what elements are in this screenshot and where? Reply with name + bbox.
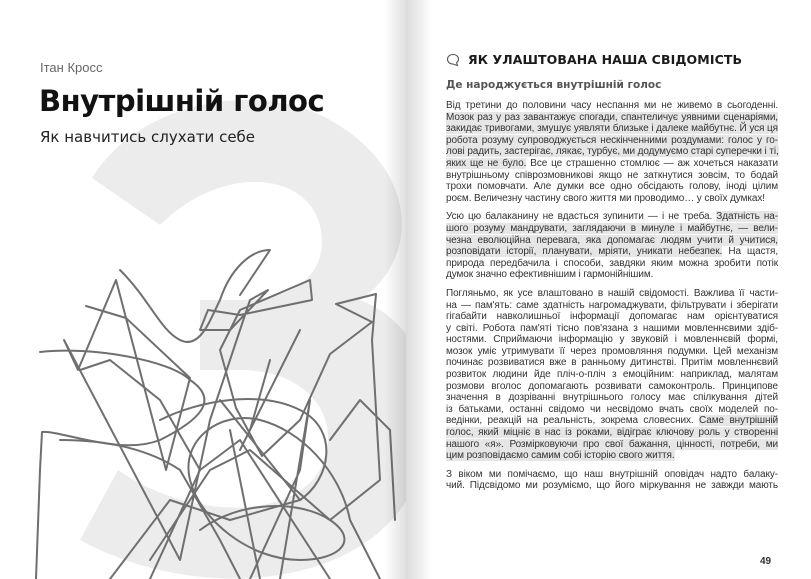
text-line xyxy=(446,123,778,135)
gutter-shadow xyxy=(406,0,432,579)
text-segment: мозок уміє утримувати її через промовляння подумки. Цей механізм xyxy=(446,345,778,357)
text-segment: внутрішньому співрозмовникові якщо не заткнутися зовсім, то бодай xyxy=(446,169,778,181)
text-segment: починає розвиватися вже в ранньому дитинстві. Притім мовленнєвий xyxy=(446,357,778,369)
text-line xyxy=(446,235,778,247)
text-line xyxy=(446,300,778,312)
text-segment: Від третини до половини часу неспання ми не живемо в сьогоденні. xyxy=(446,100,778,111)
text-line xyxy=(446,100,778,112)
text-line xyxy=(446,246,778,258)
highlighted-text: Здатність на- xyxy=(716,211,778,223)
text-line xyxy=(446,480,778,492)
text-line xyxy=(446,450,778,462)
text-line xyxy=(446,211,778,223)
highlighted-text: закидає тривогами, змушує уявляти близьке і далеке майбутнє. Й уся ця xyxy=(446,123,778,135)
highlighted-text: цим розповідаємо самим собі історію свого життя. xyxy=(446,450,675,462)
book-subtitle: Як навчитись слухати себе xyxy=(40,128,256,146)
text-line xyxy=(446,269,778,281)
text-segment: З віком ми помічаємо, що наш внутрішній оповідач надто балаку- xyxy=(446,468,778,480)
text-line xyxy=(446,469,778,481)
section-header xyxy=(446,52,742,67)
text-line xyxy=(446,158,778,170)
paragraph xyxy=(446,100,778,204)
text-segment: Все це страшенно стомлює — аж хочеться наказати xyxy=(526,157,779,169)
speech-bubble-icon xyxy=(446,53,460,67)
scribble-stroke xyxy=(36,351,204,579)
paragraph xyxy=(446,211,778,281)
text-segment: ностями. Сприймаючи інформацію у звуковій і мовленнєвій формі, xyxy=(446,334,778,346)
highlighted-text: нашого «я». Розмірковуючи про свої бажання, цінності, потреби, ми xyxy=(446,438,778,450)
text-segment: розмови вголос допомагають розвивати самоконтроль. Принципове xyxy=(446,380,778,392)
text-segment: На щастя, xyxy=(722,246,778,258)
text-segment: значення в дозріванні внутрішнього голосу має спілкування дітей xyxy=(446,392,778,404)
page-number: 49 xyxy=(760,556,772,567)
text-segment: із батьками, останні свідомо чи несвідомо вчать своїх моделей по- xyxy=(446,403,778,415)
text-line xyxy=(446,404,778,416)
text-line xyxy=(446,258,778,270)
highlighted-text: шого розуму мандрувати, заглядаючи в минуле і майбутнє, — вели- xyxy=(446,222,778,234)
text-segment: ведінки, реакцій на реальність, зокрема словесних. xyxy=(446,415,700,427)
text-line xyxy=(446,427,778,439)
highlighted-text: розповідати історії, планувати, мріяти, уникати небезпек. xyxy=(446,246,723,258)
text-segment: Погляньмо, як усе влаштовано в нашій свідомості. Важлива її части- xyxy=(446,287,778,299)
text-segment: гігабайти навколишньої інформації допомагає нам орієнтуватися xyxy=(446,311,778,323)
highlighted-text: чезна еволюційна перевага, яка допомагає людям учити й учитися, xyxy=(446,234,778,246)
text-line xyxy=(446,170,778,182)
text-segment: трохи помовчати. Але думки все одно обсідають голову, іноді цілим xyxy=(446,181,778,193)
book-title: Внутрішній голос xyxy=(39,84,325,118)
highlighted-text: голос, який міцніє в нас із роками, відіграє ключову роль у створенні xyxy=(446,427,778,439)
paragraph xyxy=(446,288,778,462)
text-line xyxy=(446,146,778,158)
text-segment: роєм. Величезну частину свого життя ми проводимо… у своїх думках! xyxy=(446,192,765,204)
text-segment: на — пам'ять: саме здатність нагромаджувати, фільтрувати і зберігати xyxy=(446,299,778,311)
text-line xyxy=(446,381,778,393)
scribble-stroke xyxy=(120,250,270,342)
text-line xyxy=(446,346,778,358)
text-line xyxy=(446,311,778,323)
section-title: ЯК УЛАШТОВАНА НАША СВІДОМІСТЬ xyxy=(468,52,743,67)
text-line xyxy=(446,193,778,205)
scribble-stroke xyxy=(80,330,300,500)
text-line xyxy=(446,181,778,193)
text-segment: думок значно ефективнішим і гармонійнішим. xyxy=(446,269,654,281)
text-line xyxy=(446,288,778,300)
text-segment: у світі. Робота пам'яті тісно пов'язана з нашими мовленнєвими здіб- xyxy=(446,322,778,334)
text-line xyxy=(446,223,778,235)
subheading: Де народжується внутрішній голос xyxy=(446,79,662,91)
highlighted-text: яких ще не було. xyxy=(446,157,527,169)
text-line xyxy=(446,415,778,427)
text-line xyxy=(446,112,778,124)
text-segment: природа передбачила і способи, завдяки яким можна зробити потік xyxy=(446,257,778,269)
body-text xyxy=(446,100,778,499)
text-line xyxy=(446,392,778,404)
gutter-shadow xyxy=(384,0,406,579)
text-line xyxy=(446,323,778,335)
text-segment: Усю цю балаканину не вдасться зупинити — і не треба. xyxy=(446,211,717,223)
highlighted-text: Саме внутрішній xyxy=(699,415,779,427)
text-line xyxy=(446,439,778,451)
paragraph xyxy=(446,469,778,492)
text-line xyxy=(446,357,778,369)
highlighted-text: лові радить, застерігає, лякає, турбує, ми додумуємо старі суперечки і ті, xyxy=(446,146,779,158)
highlighted-text: робота розуму супроводжується нескінченними роздумами: голос у го- xyxy=(446,134,778,146)
text-line xyxy=(446,369,778,381)
text-line xyxy=(446,334,778,346)
text-segment: чий. Підсвідомо ми розуміємо, що його міркування не завжди мають xyxy=(446,480,778,492)
text-segment: розвиток людини йде пліч-о-пліч з емоційним: наприклад, малятам xyxy=(446,369,778,381)
author-name: Ітан Кросс xyxy=(40,60,103,75)
text-line xyxy=(446,135,778,147)
highlighted-text: Мозок раз у раз завантажує спогади, спантеличує уявними сценаріями, xyxy=(446,111,778,123)
